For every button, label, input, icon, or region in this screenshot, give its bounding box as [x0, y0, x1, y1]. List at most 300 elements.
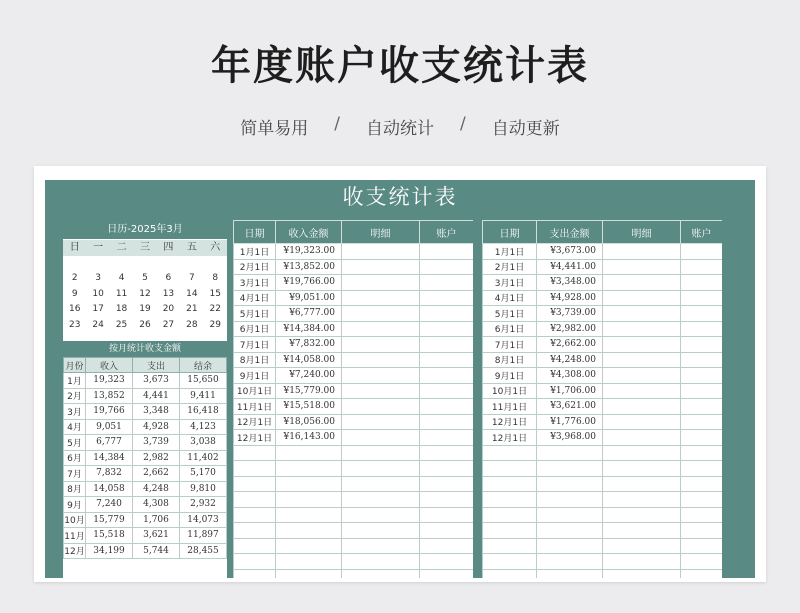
table-cell [483, 554, 537, 570]
sheet-title: 收支统计表 [342, 185, 458, 209]
calendar-days [63, 256, 227, 333]
table-cell [342, 430, 420, 446]
table-row [234, 290, 474, 306]
table-cell [537, 461, 603, 477]
table-cell: 12月1日 [234, 430, 276, 446]
table-cell: ¥3,968.00 [537, 430, 603, 446]
sheet-frame [45, 180, 755, 578]
table-cell [603, 306, 681, 322]
table-cell [420, 492, 474, 508]
table-cell [681, 507, 723, 523]
calendar-day: 22 [209, 304, 221, 314]
table-cell [420, 383, 474, 399]
table-cell: 3,621 [133, 528, 180, 544]
table-cell: 2,932 [180, 497, 227, 513]
table-cell [537, 492, 603, 508]
table-row [234, 507, 474, 523]
table-cell [603, 430, 681, 446]
table-cell [234, 523, 276, 539]
table-cell [681, 476, 723, 492]
table-cell [603, 352, 681, 368]
table-cell [234, 538, 276, 554]
table-row [234, 306, 474, 322]
table-cell [537, 507, 603, 523]
table-row [234, 259, 474, 275]
table-cell [276, 445, 342, 461]
table-cell [276, 538, 342, 554]
table-cell [537, 523, 603, 539]
table-cell [483, 507, 537, 523]
table-row [234, 383, 474, 399]
income-ledger [233, 220, 473, 578]
calendar-day: 20 [162, 304, 175, 314]
table-row [64, 388, 227, 404]
table-cell [342, 523, 420, 539]
table-cell: ¥4,248.00 [537, 352, 603, 368]
calendar-weekday: 日 [63, 240, 86, 256]
table-cell: 9月 [64, 497, 86, 513]
table-cell [681, 399, 723, 415]
table-cell [603, 290, 681, 306]
table-cell [420, 445, 474, 461]
table-cell: 14,384 [86, 450, 133, 466]
table-cell: 3月1日 [483, 275, 537, 291]
table-cell: 3,673 [133, 373, 180, 389]
table-cell [483, 523, 537, 539]
tagline [0, 114, 800, 139]
table-cell: 11月1日 [234, 399, 276, 415]
table-cell: 15,650 [180, 373, 227, 389]
table-row [234, 461, 474, 477]
tag-separator: / [334, 114, 340, 134]
table-cell [342, 461, 420, 477]
calendar-day: 15 [209, 288, 221, 299]
expense-table [482, 220, 722, 578]
table-cell: 4,248 [133, 481, 180, 497]
column-header: 日期 [234, 221, 276, 244]
table-row [234, 492, 474, 508]
table-cell [681, 430, 723, 446]
table-cell: ¥16,143.00 [276, 430, 342, 446]
table-cell: 6月1日 [483, 321, 537, 337]
table-cell [603, 321, 681, 337]
table-cell: 2,982 [133, 450, 180, 466]
column-header: 结余 [180, 358, 227, 373]
table-cell: 14,073 [180, 512, 227, 528]
table-row [234, 554, 474, 570]
expense-ledger [482, 220, 722, 578]
table-cell: 9,051 [86, 419, 133, 435]
table-cell: 10月1日 [234, 383, 276, 399]
table-cell: 3,739 [133, 435, 180, 451]
table-row [64, 404, 227, 420]
table-cell [420, 275, 474, 291]
table-cell: ¥3,739.00 [537, 306, 603, 322]
table-cell: ¥19,766.00 [276, 275, 342, 291]
table-cell [342, 554, 420, 570]
calendar-day: 14 [186, 288, 198, 299]
table-row [483, 337, 723, 353]
table-row [483, 461, 723, 477]
table-cell: 12月 [64, 543, 86, 559]
table-row [64, 543, 227, 559]
calendar-day: 27 [162, 319, 175, 330]
calendar-day: 4 [118, 273, 125, 283]
table-cell [603, 275, 681, 291]
table-cell: 3月1日 [234, 275, 276, 291]
table-cell: 7月1日 [483, 337, 537, 353]
table-cell [681, 554, 723, 570]
income-table [233, 220, 473, 578]
table-cell [603, 538, 681, 554]
left-panel [63, 220, 227, 578]
table-cell [483, 461, 537, 477]
column-header: 账户 [681, 221, 723, 244]
table-row [483, 275, 723, 291]
table-cell [342, 337, 420, 353]
table-cell: 15,518 [86, 528, 133, 544]
table-row [483, 430, 723, 446]
calendar-day: 26 [139, 319, 151, 330]
calendar-day: 16 [68, 304, 81, 314]
table-cell: ¥6,777.00 [276, 306, 342, 322]
calendar-day: 11 [115, 288, 128, 299]
table-row [483, 414, 723, 430]
table-cell [537, 445, 603, 461]
table-cell [681, 569, 723, 578]
table-cell [276, 492, 342, 508]
table-cell [420, 337, 474, 353]
table-cell [234, 569, 276, 578]
page-title: 年度账户收支统计表 [211, 43, 589, 89]
calendar-day: 28 [186, 319, 198, 330]
table-cell: ¥2,982.00 [537, 321, 603, 337]
table-cell [603, 461, 681, 477]
table-cell [420, 523, 474, 539]
table-cell [537, 476, 603, 492]
table-cell: 10月 [64, 512, 86, 528]
table-row [483, 259, 723, 275]
table-cell: ¥15,518.00 [276, 399, 342, 415]
tag-separator: / [460, 114, 466, 134]
table-row [234, 476, 474, 492]
table-cell [537, 538, 603, 554]
table-cell [420, 554, 474, 570]
table-cell [537, 569, 603, 578]
calendar-day: 2 [71, 273, 78, 283]
table-cell [420, 476, 474, 492]
column-header: 支出金额 [537, 221, 603, 244]
table-cell: 14,058 [86, 481, 133, 497]
table-cell: 2,662 [133, 466, 180, 482]
table-cell [483, 476, 537, 492]
table-header-row [234, 221, 474, 244]
table-cell: 8月1日 [483, 352, 537, 368]
table-cell [342, 399, 420, 415]
table-cell: ¥1,776.00 [537, 414, 603, 430]
table-cell [681, 306, 723, 322]
table-row [483, 492, 723, 508]
table-cell: ¥4,928.00 [537, 290, 603, 306]
table-row [234, 244, 474, 260]
table-cell [420, 507, 474, 523]
table-cell [342, 352, 420, 368]
table-cell [603, 492, 681, 508]
calendar-day: 3 [95, 273, 101, 283]
table-cell: 9月1日 [234, 368, 276, 384]
calendar-day: 19 [139, 304, 151, 314]
table-cell [420, 414, 474, 430]
table-cell: 7月1日 [234, 337, 276, 353]
column-header: 明细 [603, 221, 681, 244]
table-cell [276, 523, 342, 539]
column-header: 收入金额 [276, 221, 342, 244]
table-row [483, 321, 723, 337]
tag-easy: 简单易用 [240, 119, 309, 139]
table-cell: 2月1日 [483, 259, 537, 275]
table-cell [681, 414, 723, 430]
table-cell: 1月 [64, 373, 86, 389]
table-cell [603, 368, 681, 384]
table-cell [483, 492, 537, 508]
table-cell: 10月1日 [483, 383, 537, 399]
table-cell: 2月1日 [234, 259, 276, 275]
table-row [234, 368, 474, 384]
calendar-weekday: 一 [86, 240, 109, 256]
table-cell [603, 445, 681, 461]
table-row [64, 512, 227, 528]
table-cell: ¥4,308.00 [537, 368, 603, 384]
column-header: 账户 [420, 221, 474, 244]
table-row [483, 290, 723, 306]
table-cell [234, 445, 276, 461]
table-cell: 9,810 [180, 481, 227, 497]
table-cell [342, 507, 420, 523]
table-cell: 11月1日 [483, 399, 537, 415]
table-row [483, 554, 723, 570]
table-cell: 19,766 [86, 404, 133, 420]
table-cell: 6月 [64, 450, 86, 466]
table-cell [483, 445, 537, 461]
table-cell: 11,402 [180, 450, 227, 466]
table-cell [603, 523, 681, 539]
table-cell: 12月1日 [483, 414, 537, 430]
table-cell [603, 569, 681, 578]
calendar-day: 7 [188, 273, 195, 283]
table-cell: 8月 [64, 481, 86, 497]
table-cell: ¥3,673.00 [537, 244, 603, 260]
table-cell: 8月1日 [234, 352, 276, 368]
table-cell [420, 244, 474, 260]
table-cell: 7,832 [86, 466, 133, 482]
table-cell [681, 461, 723, 477]
table-cell [681, 259, 723, 275]
table-cell: ¥19,323.00 [276, 244, 342, 260]
column-header: 日期 [483, 221, 537, 244]
table-cell: ¥13,852.00 [276, 259, 342, 275]
table-cell [681, 383, 723, 399]
table-cell: ¥14,058.00 [276, 352, 342, 368]
table-cell: 9,411 [180, 388, 227, 404]
table-cell: ¥1,706.00 [537, 383, 603, 399]
table-cell: 1月1日 [483, 244, 537, 260]
table-row [234, 430, 474, 446]
table-cell: 4,123 [180, 419, 227, 435]
table-row [64, 528, 227, 544]
table-cell [420, 368, 474, 384]
table-cell: ¥7,832.00 [276, 337, 342, 353]
table-cell [420, 352, 474, 368]
table-cell: 34,199 [86, 543, 133, 559]
table-cell [603, 476, 681, 492]
table-row [64, 497, 227, 513]
table-cell [681, 538, 723, 554]
table-header-row [483, 221, 723, 244]
table-cell [234, 476, 276, 492]
table-cell: 4月 [64, 419, 86, 435]
calendar-day: 13 [162, 288, 175, 299]
table-cell [342, 321, 420, 337]
table-cell: 6,777 [86, 435, 133, 451]
calendar-title: 日历-2025年3月 [63, 220, 227, 240]
calendar-day: 6 [165, 273, 172, 283]
table-row [64, 435, 227, 451]
table-cell [234, 461, 276, 477]
table-cell [342, 275, 420, 291]
calendar-day: 12 [139, 288, 151, 299]
calendar-day: 17 [92, 304, 104, 314]
column-header: 收入 [86, 358, 133, 373]
table-cell [681, 290, 723, 306]
table-cell: 5,170 [180, 466, 227, 482]
table-cell: 5,744 [133, 543, 180, 559]
calendar-blank-row [63, 256, 227, 271]
table-cell: ¥9,051.00 [276, 290, 342, 306]
table-cell [420, 306, 474, 322]
table-cell: 1,706 [133, 512, 180, 528]
calendar-weekday: 六 [204, 240, 227, 256]
spreadsheet-preview [34, 166, 766, 582]
table-cell [342, 538, 420, 554]
table-cell [420, 399, 474, 415]
table-cell [234, 554, 276, 570]
table-cell [342, 368, 420, 384]
table-cell [276, 507, 342, 523]
table-cell: 12月1日 [234, 414, 276, 430]
table-cell: ¥14,384.00 [276, 321, 342, 337]
table-cell [603, 414, 681, 430]
table-cell [681, 352, 723, 368]
table-cell: 3,348 [133, 404, 180, 420]
table-cell: ¥4,441.00 [537, 259, 603, 275]
table-cell [342, 569, 420, 578]
table-row [234, 414, 474, 430]
table-cell: 3月 [64, 404, 86, 420]
table-cell: 3,038 [180, 435, 227, 451]
table-cell [342, 492, 420, 508]
table-row [483, 569, 723, 578]
table-row [234, 321, 474, 337]
table-cell: ¥3,621.00 [537, 399, 603, 415]
table-row [234, 523, 474, 539]
table-cell [420, 569, 474, 578]
table-cell [681, 244, 723, 260]
table-cell [681, 523, 723, 539]
table-cell [603, 244, 681, 260]
table-row [483, 352, 723, 368]
table-row [64, 481, 227, 497]
table-cell [276, 461, 342, 477]
table-cell: 15,779 [86, 512, 133, 528]
calendar-weekday: 二 [110, 240, 133, 256]
table-cell: 7月 [64, 466, 86, 482]
table-cell: 2月 [64, 388, 86, 404]
table-cell [483, 538, 537, 554]
table-cell [603, 554, 681, 570]
table-cell [234, 507, 276, 523]
calendar-day: 5 [142, 273, 148, 283]
table-header-row [64, 358, 227, 373]
table-row [483, 445, 723, 461]
table-cell [276, 569, 342, 578]
table-cell: ¥7,240.00 [276, 368, 342, 384]
table-cell: 16,418 [180, 404, 227, 420]
table-cell [420, 321, 474, 337]
table-cell [342, 383, 420, 399]
calendar-day: 21 [186, 304, 198, 314]
table-row [64, 373, 227, 389]
table-cell [420, 430, 474, 446]
table-row [234, 445, 474, 461]
table-cell [681, 492, 723, 508]
table-row [234, 337, 474, 353]
calendar-day: 29 [209, 319, 221, 330]
table-row [483, 244, 723, 260]
table-cell [276, 476, 342, 492]
calendar-weekday: 三 [133, 240, 156, 256]
table-row [234, 275, 474, 291]
table-cell: ¥3,348.00 [537, 275, 603, 291]
table-cell [342, 244, 420, 260]
table-cell [342, 445, 420, 461]
table-cell: 12月1日 [483, 430, 537, 446]
calendar-weekdays [63, 240, 227, 256]
table-cell [603, 399, 681, 415]
table-cell: 11月 [64, 528, 86, 544]
table-cell [603, 259, 681, 275]
table-cell: 5月1日 [234, 306, 276, 322]
tag-auto-stats: 自动统计 [366, 119, 434, 139]
calendar-day: 9 [71, 288, 78, 299]
table-cell: 19,323 [86, 373, 133, 389]
table-cell: 4,308 [133, 497, 180, 513]
table-cell [342, 414, 420, 430]
calendar-weekday: 四 [157, 240, 180, 256]
column-header: 月份 [64, 358, 86, 373]
table-cell [681, 337, 723, 353]
table-cell: 4,441 [133, 388, 180, 404]
table-cell: 4月1日 [483, 290, 537, 306]
table-cell [234, 492, 276, 508]
table-row [483, 399, 723, 415]
table-cell: 28,455 [180, 543, 227, 559]
monthly-summary-table [63, 357, 227, 559]
table-cell [276, 554, 342, 570]
table-cell: 5月1日 [483, 306, 537, 322]
table-cell [342, 306, 420, 322]
table-row [64, 419, 227, 435]
table-cell: 4月1日 [234, 290, 276, 306]
